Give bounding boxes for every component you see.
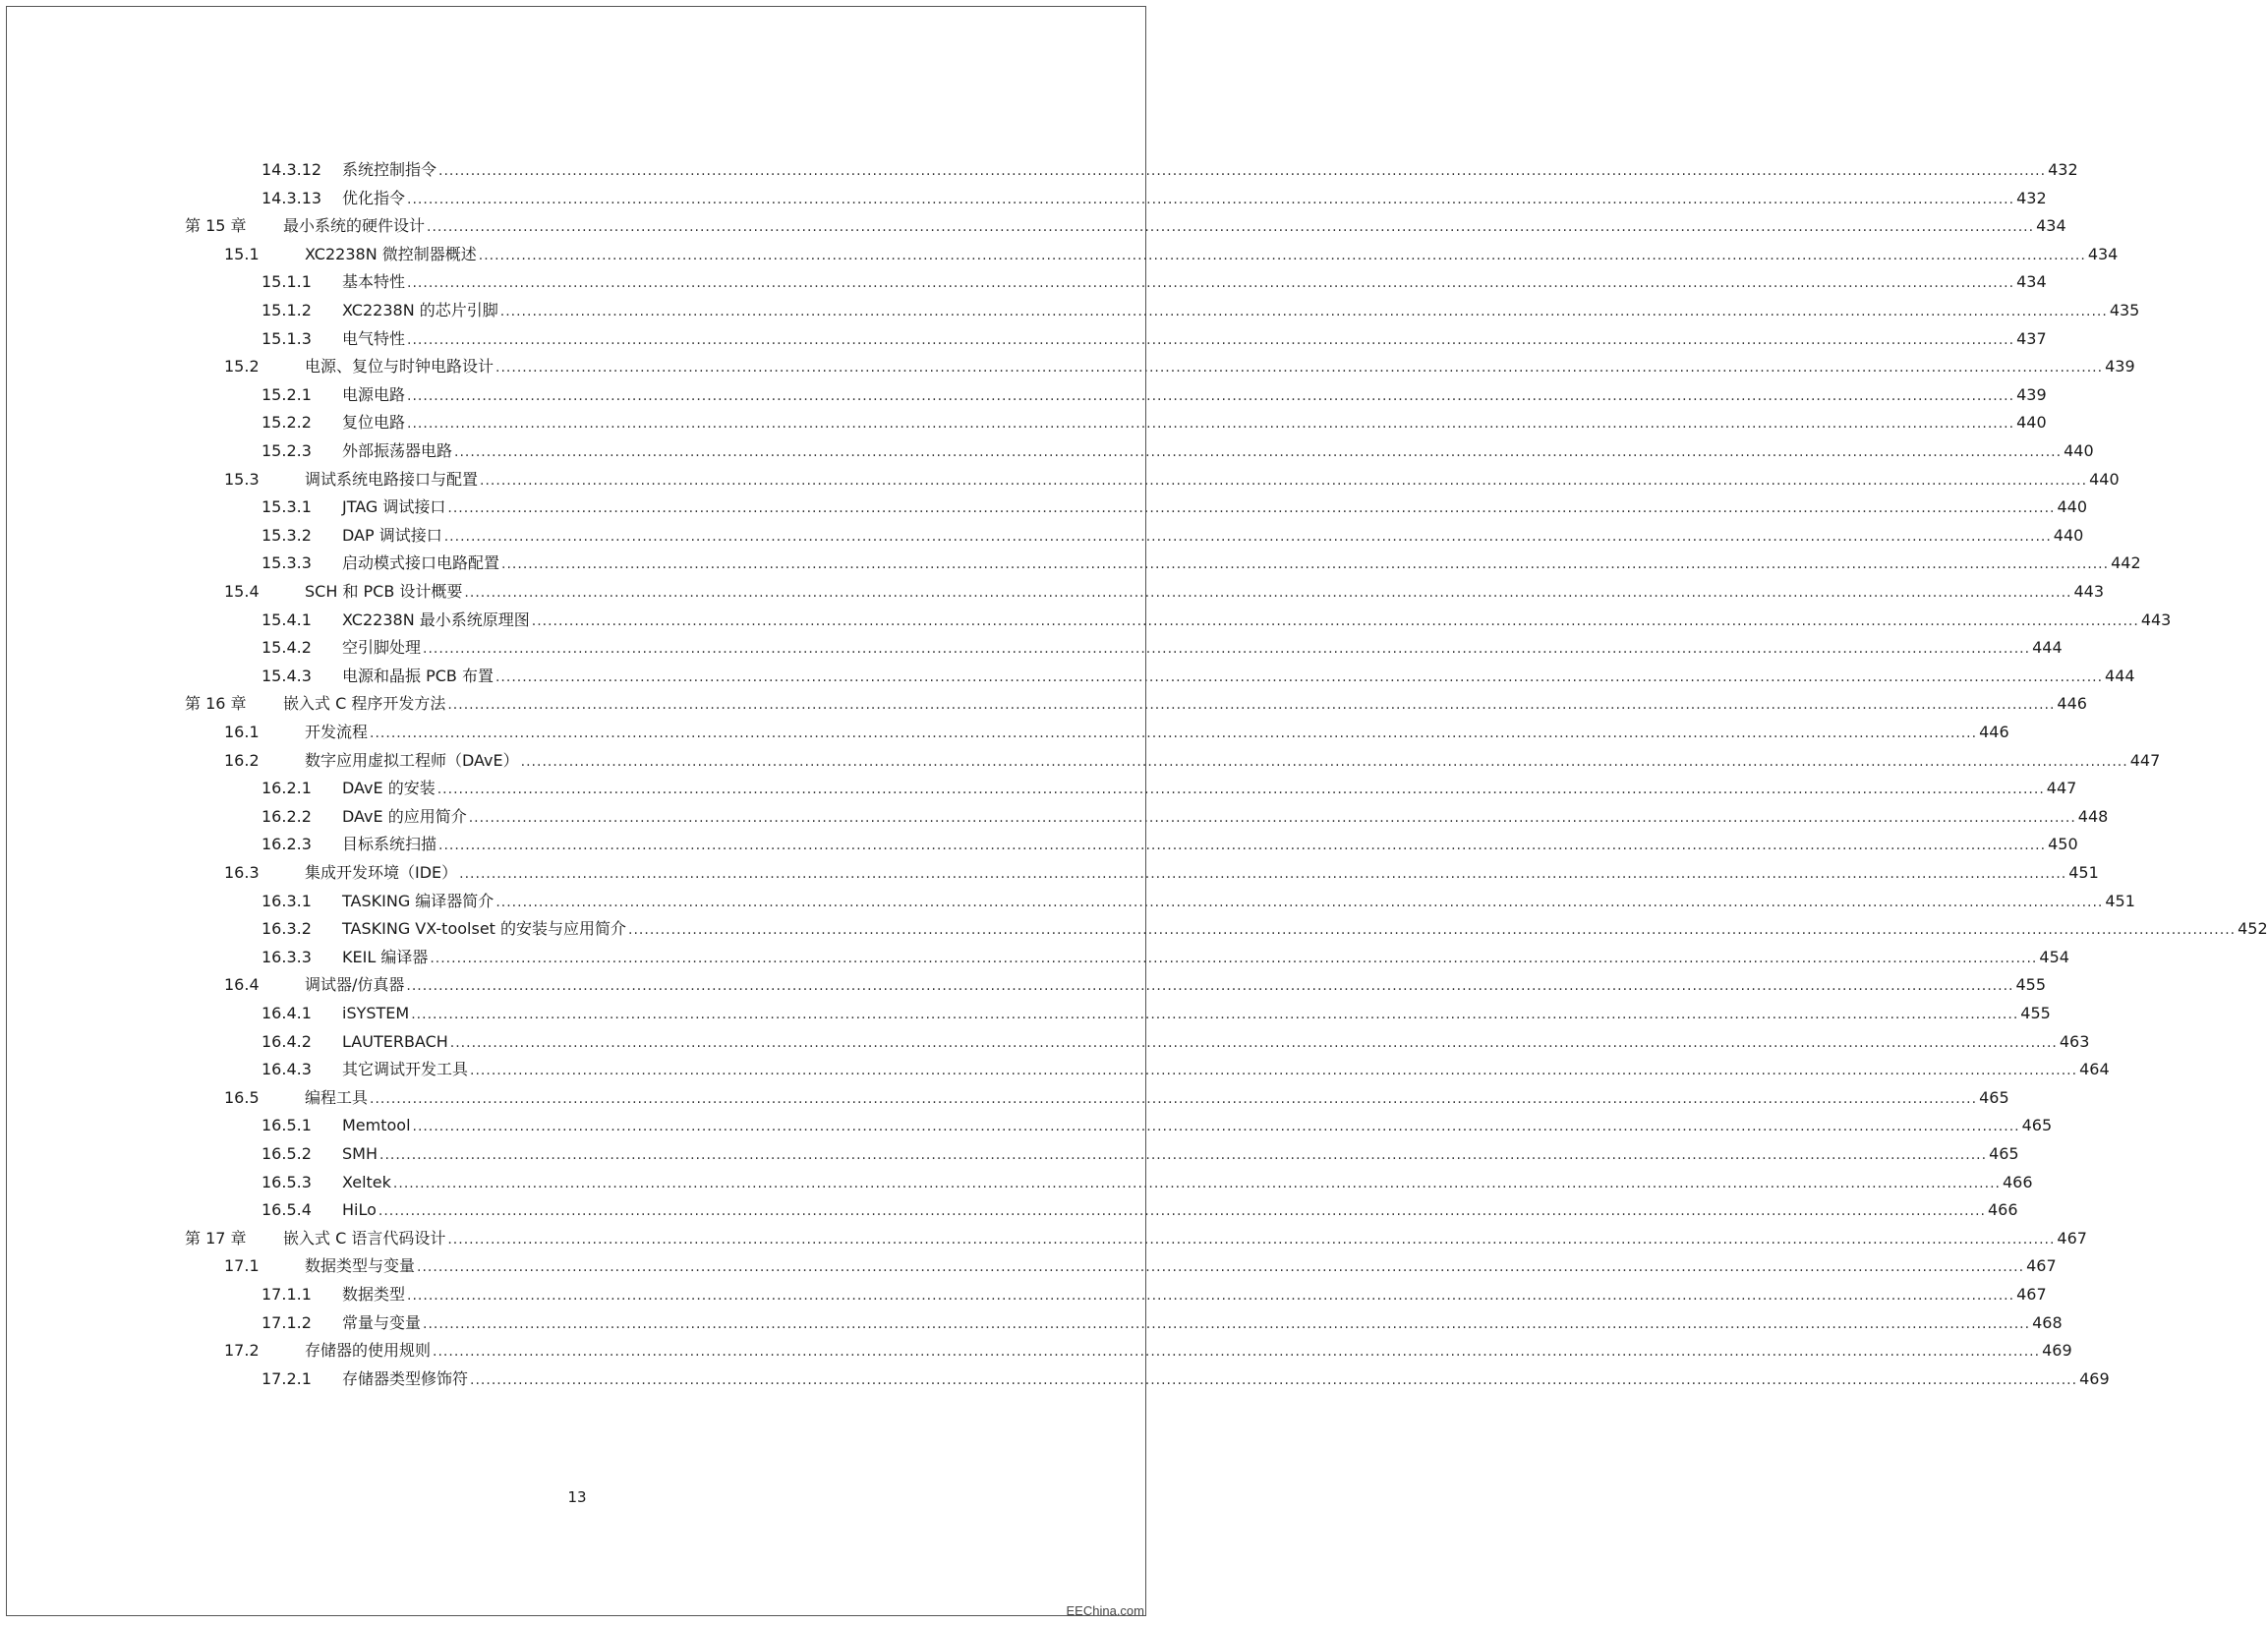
toc-entry-page: 432 [2016, 188, 2047, 207]
toc-entry-number: 15.1.1 [262, 272, 312, 292]
toc-entry-number: 第 15 章 [185, 216, 247, 236]
toc-entry-title: 最小系统的硬件设计 [283, 216, 426, 236]
toc-entry-page: 454 [2039, 947, 2069, 966]
toc-entry-title: DAvE 的应用简介 [342, 806, 467, 826]
toc-entry-page: 467 [2057, 1228, 2087, 1248]
toc-entry-title: 电源、复位与时钟电路设计 [305, 357, 494, 377]
toc-entry-page: 455 [2015, 975, 2047, 995]
toc-entry-number: 16.2 [224, 750, 260, 770]
toc-entry-title: 调试系统电路接口与配置 [305, 469, 479, 489]
toc-entry-number: 14.3.13 [262, 188, 322, 207]
toc-leader-dots: ............................................................................................................................................................................................................................................................................................................ [531, 612, 2139, 629]
toc-entry-number: 15.1.2 [262, 301, 312, 319]
toc-leader-dots: ............................................................................................................................................................................................................................................................................................................ [423, 641, 2031, 658]
toc-entry[interactable] [262, 1280, 2047, 1309]
toc-entry-page: 451 [2105, 891, 2135, 910]
toc-entry-title: 数据类型 [342, 1285, 406, 1304]
toc-entry-title: HiLo [342, 1200, 377, 1220]
toc-entry-number: 16.2.2 [262, 806, 312, 826]
toc-entry-title: 系统控制指令 [342, 160, 437, 179]
toc-entry-title: 复位电路 [342, 413, 406, 433]
toc-leader-dots: ............................................................................................................................................................................................................................................................................................................ [407, 387, 2015, 404]
toc-leader-dots: ............................................................................................................................................................................................................................................................................................................ [470, 1063, 2078, 1079]
toc-entry-page: 434 [2087, 244, 2119, 263]
toc-entry-number: 16.1 [224, 723, 260, 741]
toc-leader-dots: ............................................................................................................................................................................................................................................................................................................ [454, 444, 2063, 460]
toc-entry-title: 电气特性 [342, 328, 406, 348]
toc-leader-dots: ............................................................................................................................................................................................................................................................................................................ [406, 978, 2014, 995]
toc-entry-page: 432 [2048, 160, 2078, 179]
toc-entry[interactable] [262, 493, 2088, 522]
toc-entry[interactable] [262, 267, 2047, 297]
toc-entry-page: 465 [1979, 1087, 2009, 1107]
toc-entry-title: 存储器的使用规则 [305, 1341, 432, 1361]
toc-entry-page: 442 [2111, 553, 2141, 573]
toc-leader-dots: ............................................................................................................................................................................................................................................................................................................ [478, 247, 2086, 263]
toc-entry-title: 基本特性 [342, 272, 406, 292]
toc-entry-number: 17.2 [224, 1341, 260, 1361]
toc-entry-title: 集成开发环境（IDE） [305, 863, 458, 882]
toc-entry-title: 编程工具 [305, 1087, 369, 1107]
toc-leader-dots: ............................................................................................................................................................................................................................................................................................................ [459, 866, 2067, 882]
toc-leader-dots: ............................................................................................................................................................................................................................................................................................................ [379, 1147, 1988, 1163]
toc-leader-dots: ............................................................................................................................................................................................................................................................................................................ [411, 1007, 2019, 1022]
toc-entry[interactable] [224, 858, 2099, 888]
toc-entry-number: 15.3.3 [262, 553, 312, 573]
toc-leader-dots: ............................................................................................................................................................................................................................................................................................................ [520, 753, 2128, 770]
toc-entry-page: 469 [2042, 1341, 2072, 1361]
toc-entry[interactable] [262, 436, 2094, 466]
toc-leader-dots: ............................................................................................................................................................................................................................................................................................................ [495, 360, 2104, 377]
toc-entry-title: XC2238N 的芯片引脚 [342, 301, 498, 319]
toc-entry-page: 465 [2021, 1116, 2053, 1135]
toc-leader-dots: ............................................................................................................................................................................................................................................................................................................ [407, 275, 2015, 292]
toc-entry-number: 16.4.1 [262, 1004, 312, 1022]
toc-leader-dots: ............................................................................................................................................................................................................................................................................................................ [407, 191, 2015, 207]
toc-entry-number: 17.1.2 [262, 1312, 312, 1332]
toc-entry[interactable] [262, 914, 2268, 944]
toc-entry-number: 16.5.3 [262, 1172, 312, 1191]
toc-entry[interactable] [224, 718, 2009, 747]
toc-entry[interactable] [262, 380, 2047, 410]
toc-entry[interactable] [262, 830, 2078, 859]
toc-entry-number: 14.3.12 [262, 160, 322, 179]
toc-entry-page: 439 [2105, 357, 2135, 377]
toc-entry[interactable] [262, 774, 2077, 803]
toc-entry-title: 嵌入式 C 程序开发方法 [283, 694, 446, 714]
toc-leader-dots: ............................................................................................................................................................................................................................................................................................................ [370, 1090, 1978, 1107]
toc-entry-number: 17.1.1 [262, 1285, 312, 1304]
toc-entry-title: 启动模式接口电路配置 [342, 553, 500, 573]
toc-entry[interactable] [262, 1195, 2018, 1225]
toc-entry[interactable] [262, 184, 2047, 213]
toc-entry-number: 15.2.3 [262, 441, 312, 460]
toc-leader-dots: ............................................................................................................................................................................................................................................................................................................ [423, 1315, 2031, 1332]
toc-entry-number: 16.3.1 [262, 891, 312, 910]
toc-entry-title: 调试器/仿真器 [305, 975, 405, 995]
toc-entry-number: 16.4.2 [262, 1031, 312, 1051]
toc-entry-title: SCH 和 PCB 设计概要 [305, 582, 463, 601]
toc-entry-title: XC2238N 微控制器概述 [305, 244, 477, 263]
toc-entry-title: 数据类型与变量 [305, 1256, 416, 1276]
toc-leader-dots: ............................................................................................................................................................................................................................................................................................................ [378, 1203, 1986, 1220]
toc-entry-title: 优化指令 [342, 188, 406, 207]
toc-entry-title: 常量与变量 [342, 1312, 422, 1332]
toc-entry[interactable] [262, 1168, 2033, 1197]
toc-entry[interactable] [224, 1336, 2072, 1365]
toc-entry-page: 468 [2032, 1312, 2063, 1332]
toc-entry-number: 16.4 [224, 975, 260, 995]
toc-entry-title: iSYSTEM [342, 1004, 410, 1022]
toc-entry-page: 443 [2140, 610, 2172, 629]
toc-entry-page: 435 [2109, 301, 2140, 319]
toc-entry-page: 466 [1987, 1200, 2018, 1220]
toc-entry-page: 466 [2002, 1172, 2033, 1191]
toc-entry-number: 15.4 [224, 582, 260, 601]
toc-entry[interactable] [224, 577, 2105, 607]
toc-entry[interactable] [262, 1308, 2063, 1338]
toc-leader-dots: ............................................................................................................................................................................................................................................................................................................ [433, 1344, 2041, 1361]
toc-entry-page: 446 [1979, 723, 2009, 741]
toc-entry-number: 15.4.3 [262, 666, 312, 685]
toc-entry[interactable] [224, 352, 2135, 381]
toc-entry-title: 开发流程 [305, 723, 369, 741]
toc-entry-title: 空引脚处理 [342, 638, 422, 658]
toc-entry-number: 16.2.3 [262, 835, 312, 854]
toc-entry-page: 448 [2077, 806, 2109, 826]
toc-entry-title: 嵌入式 C 语言代码设计 [283, 1228, 446, 1248]
toc-entry[interactable] [224, 1251, 2057, 1281]
toc-entry-title: 数字应用虚拟工程师（DAvE） [305, 750, 519, 770]
toc-leader-dots: ............................................................................................................................................................................................................................................................................................................ [407, 331, 2015, 348]
toc-leader-dots: ............................................................................................................................................................................................................................................................................................................ [449, 1034, 2058, 1051]
toc-entry-number: 15.1 [224, 244, 260, 263]
toc-entry-title: 目标系统扫描 [342, 835, 437, 854]
toc-entry-number: 15.3 [224, 469, 260, 489]
toc-entry[interactable] [224, 746, 2161, 776]
toc-entry[interactable] [262, 521, 2084, 551]
toc-entry[interactable] [185, 1224, 2087, 1253]
toc-entry-number: 16.3.3 [262, 947, 312, 966]
toc-leader-dots: ............................................................................................................................................................................................................................................................................................................ [468, 809, 2076, 826]
toc-entry-page: 463 [2059, 1031, 2090, 1051]
toc-leader-dots: ............................................................................................................................................................................................................................................................................................................ [447, 500, 2056, 517]
toc-entry-number: 15.3.2 [262, 525, 312, 545]
toc-entry-number: 第 17 章 [185, 1228, 247, 1248]
toc-entry-page: 451 [2068, 863, 2099, 882]
toc-leader-dots: ............................................................................................................................................................................................................................................................................................................ [438, 838, 2047, 854]
toc-entry-title: SMH [342, 1144, 378, 1163]
toc-entry-page: 434 [2036, 216, 2066, 236]
toc-leader-dots: ............................................................................................................................................................................................................................................................................................................ [447, 697, 2056, 714]
toc-entry[interactable] [224, 240, 2119, 269]
toc-leader-dots: ............................................................................................................................................................................................................................................................................................................ [427, 219, 2035, 236]
toc-leader-dots: ............................................................................................................................................................................................................................................................................................................ [501, 556, 2110, 573]
toc-entry[interactable] [224, 970, 2047, 1000]
toc-entry-number: 15.2.1 [262, 384, 312, 404]
toc-entry-number: 16.5 [224, 1087, 260, 1107]
toc-entry[interactable] [224, 465, 2120, 494]
toc-leader-dots: ............................................................................................................................................................................................................................................................................................................ [499, 304, 2108, 319]
toc-leader-dots: ............................................................................................................................................................................................................................................................................................................ [480, 472, 2088, 489]
toc-entry-number: 第 16 章 [185, 694, 247, 714]
toc-entry-number: 15.4.1 [262, 610, 312, 629]
toc-entry-number: 15.2.2 [262, 413, 312, 433]
toc-entry-title: DAvE 的安装 [342, 779, 436, 798]
toc-entry-page: 440 [2064, 441, 2094, 460]
toc-entry-page: 444 [2032, 638, 2063, 658]
toc-entry-number: 17.1 [224, 1256, 260, 1276]
toc-entry[interactable] [185, 211, 2066, 241]
toc-entry-page: 450 [2048, 835, 2078, 854]
toc-entry[interactable] [262, 802, 2109, 832]
toc-entry[interactable] [185, 689, 2087, 719]
toc-entry-page: 440 [2057, 497, 2088, 517]
toc-entry[interactable] [262, 549, 2141, 578]
toc-entry-number: 16.2.1 [262, 779, 312, 798]
page-number: 13 [567, 1488, 587, 1506]
toc-entry[interactable] [262, 887, 2135, 916]
toc-entry-title: 电源电路 [342, 384, 406, 404]
toc-leader-dots: ............................................................................................................................................................................................................................................................................................................ [447, 1231, 2056, 1248]
toc-entry-page: 467 [2026, 1256, 2057, 1276]
toc-entry-number: 15.4.2 [262, 638, 312, 658]
toc-entry-title: 外部振荡器电路 [342, 441, 453, 460]
toc-leader-dots: ............................................................................................................................................................................................................................................................................................................ [370, 726, 1978, 741]
toc-entry-title: Memtool [342, 1116, 411, 1135]
toc-entry-title: 存储器类型修饰符 [342, 1368, 469, 1388]
toc-leader-dots: ............................................................................................................................................................................................................................................................................................................ [470, 1371, 2078, 1388]
toc-entry-number: 16.5.1 [262, 1116, 312, 1135]
toc-entry[interactable] [262, 606, 2172, 635]
toc-entry[interactable] [262, 408, 2047, 437]
toc-entry-number: 15.1.3 [262, 328, 312, 348]
toc-entry-page: 447 [2046, 779, 2077, 798]
toc-entry-page: 465 [1989, 1144, 2019, 1163]
toc-entry-title: KEIL 编译器 [342, 947, 429, 966]
toc-entry-page: 447 [2129, 750, 2161, 770]
toc-entry-page: 464 [2079, 1060, 2110, 1079]
toc-entry[interactable] [262, 662, 2135, 691]
toc-entry-page: 452 [2238, 919, 2268, 939]
toc-entry[interactable] [262, 1055, 2110, 1084]
toc-entry-page: 444 [2105, 666, 2135, 685]
toc-leader-dots: ............................................................................................................................................................................................................................................................................................................ [430, 950, 2038, 966]
toc-leader-dots: ............................................................................................................................................................................................................................................................................................................ [443, 528, 2052, 545]
toc-leader-dots: ............................................................................................................................................................................................................................................................................................................ [438, 163, 2047, 179]
toc-entry[interactable] [262, 633, 2063, 663]
toc-entry-page: 440 [2016, 413, 2047, 433]
toc-entry[interactable] [262, 296, 2140, 325]
toc-entry-title: JTAG 调试接口 [342, 497, 446, 517]
toc-entry[interactable] [262, 1027, 2090, 1057]
toc-leader-dots: ............................................................................................................................................................................................................................................................................................................ [464, 585, 2072, 601]
toc-entry-number: 16.4.3 [262, 1060, 312, 1079]
toc-entry-title: Xeltek [342, 1172, 391, 1191]
toc-entry-number: 15.3.1 [262, 497, 312, 517]
toc-entry[interactable] [224, 1083, 2009, 1113]
toc-entry-number: 16.3.2 [262, 919, 312, 939]
toc-leader-dots: ............................................................................................................................................................................................................................................................................................................ [436, 782, 2045, 798]
toc-leader-dots: ............................................................................................................................................................................................................................................................................................................ [494, 668, 2104, 685]
toc-entry[interactable] [262, 943, 2069, 972]
toc-leader-dots: ............................................................................................................................................................................................................................................................................................................ [407, 1288, 2015, 1304]
toc-entry-number: 16.5.2 [262, 1144, 312, 1163]
toc-leader-dots: ............................................................................................................................................................................................................................................................................................................ [495, 894, 2104, 910]
toc-leader-dots: ............................................................................................................................................................................................................................................................................................................ [412, 1119, 2020, 1135]
toc-entry-page: 446 [2057, 694, 2087, 714]
toc-entry-number: 16.5.4 [262, 1200, 312, 1220]
toc-entry-page: 439 [2016, 384, 2047, 404]
toc-entry-page: 434 [2016, 272, 2047, 292]
toc-entry-number: 17.2.1 [262, 1368, 312, 1388]
toc-entry-page: 440 [2053, 525, 2084, 545]
toc-entry[interactable] [262, 999, 2051, 1028]
toc-entry-title: TASKING 编译器简介 [342, 891, 494, 910]
toc-entry-page: 437 [2016, 328, 2047, 348]
toc-entry-page: 440 [2089, 469, 2120, 489]
toc-entry-number: 16.3 [224, 863, 260, 882]
toc-leader-dots: ............................................................................................................................................................................................................................................................................................................ [392, 1175, 2001, 1191]
toc-leader-dots: ............................................................................................................................................................................................................................................................................................................ [417, 1259, 2025, 1276]
toc-entry-title: 其它调试开发工具 [342, 1060, 469, 1079]
toc-entry[interactable] [262, 1111, 2053, 1140]
toc-entry-title: TASKING VX-toolset 的安装与应用简介 [342, 919, 627, 939]
toc-entry[interactable] [262, 155, 2078, 185]
toc-entry-page: 469 [2079, 1368, 2110, 1388]
toc-entry-page: 443 [2073, 582, 2105, 601]
toc-leader-dots: ............................................................................................................................................................................................................................................................................................................ [407, 416, 2015, 433]
toc-entry-title: 电源和晶振 PCB 布置 [342, 666, 494, 685]
toc-entry-title: LAUTERBACH [342, 1031, 448, 1051]
toc-entry-page: 467 [2016, 1285, 2047, 1304]
toc-leader-dots: ............................................................................................................................................................................................................................................................................................................ [628, 922, 2237, 939]
toc-entry-number: 15.2 [224, 357, 260, 377]
toc-entry[interactable] [262, 1365, 2110, 1394]
toc-entry[interactable] [262, 324, 2047, 354]
toc-entry-title: XC2238N 最小系统原理图 [342, 610, 530, 629]
watermark: EEChina.com [1066, 1603, 1144, 1618]
toc-entry[interactable] [262, 1139, 2019, 1169]
toc-entry-page: 455 [2020, 1004, 2051, 1022]
toc-entry-title: DAP 调试接口 [342, 525, 442, 545]
